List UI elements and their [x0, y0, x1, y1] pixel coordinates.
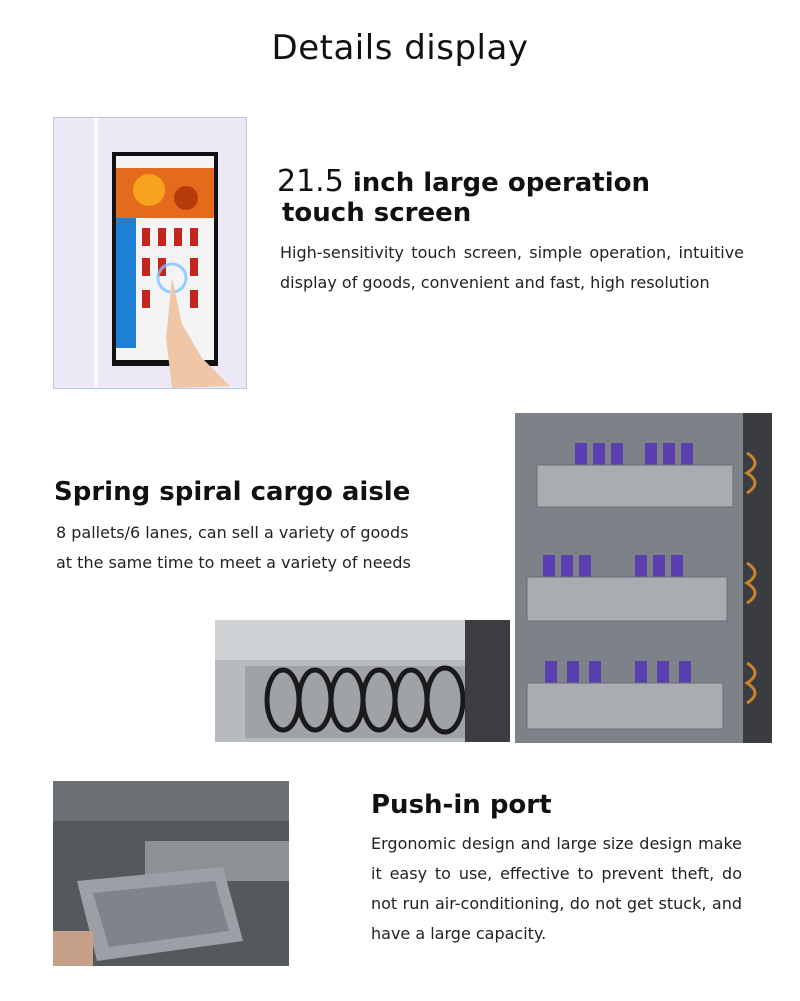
touch-screen-title-line2: touch screen	[282, 198, 472, 228]
push-in-port-photo	[53, 781, 289, 966]
touch-screen-photo	[53, 117, 247, 389]
screen-size-number: 21.5	[277, 164, 344, 199]
touch-screen-title-rest: inch large operation	[352, 168, 651, 198]
cargo-shelves-photo	[515, 413, 772, 743]
spring-spiral-photo	[215, 620, 510, 742]
page-title: Details display	[271, 28, 529, 68]
touch-screen-title	[277, 166, 737, 199]
cargo-aisle-description: 8 pallets/6 lanes, can sell a variety of goods at the same time to meet a variety of needs	[56, 523, 411, 572]
cargo-aisle-title: Spring spiral cargo aisle	[54, 477, 411, 507]
touch-screen-description: High-sensitivity touch screen, simple operation, intuitive display of goods, convenient and fast, high resolution	[280, 243, 744, 292]
push-in-port-title: Push-in port	[371, 790, 552, 820]
push-in-port-description: Ergonomic design and large size design make it easy to use, effective to prevent theft, do not run air-conditioning, do not get stuck, and have a large capacity.	[371, 834, 742, 943]
